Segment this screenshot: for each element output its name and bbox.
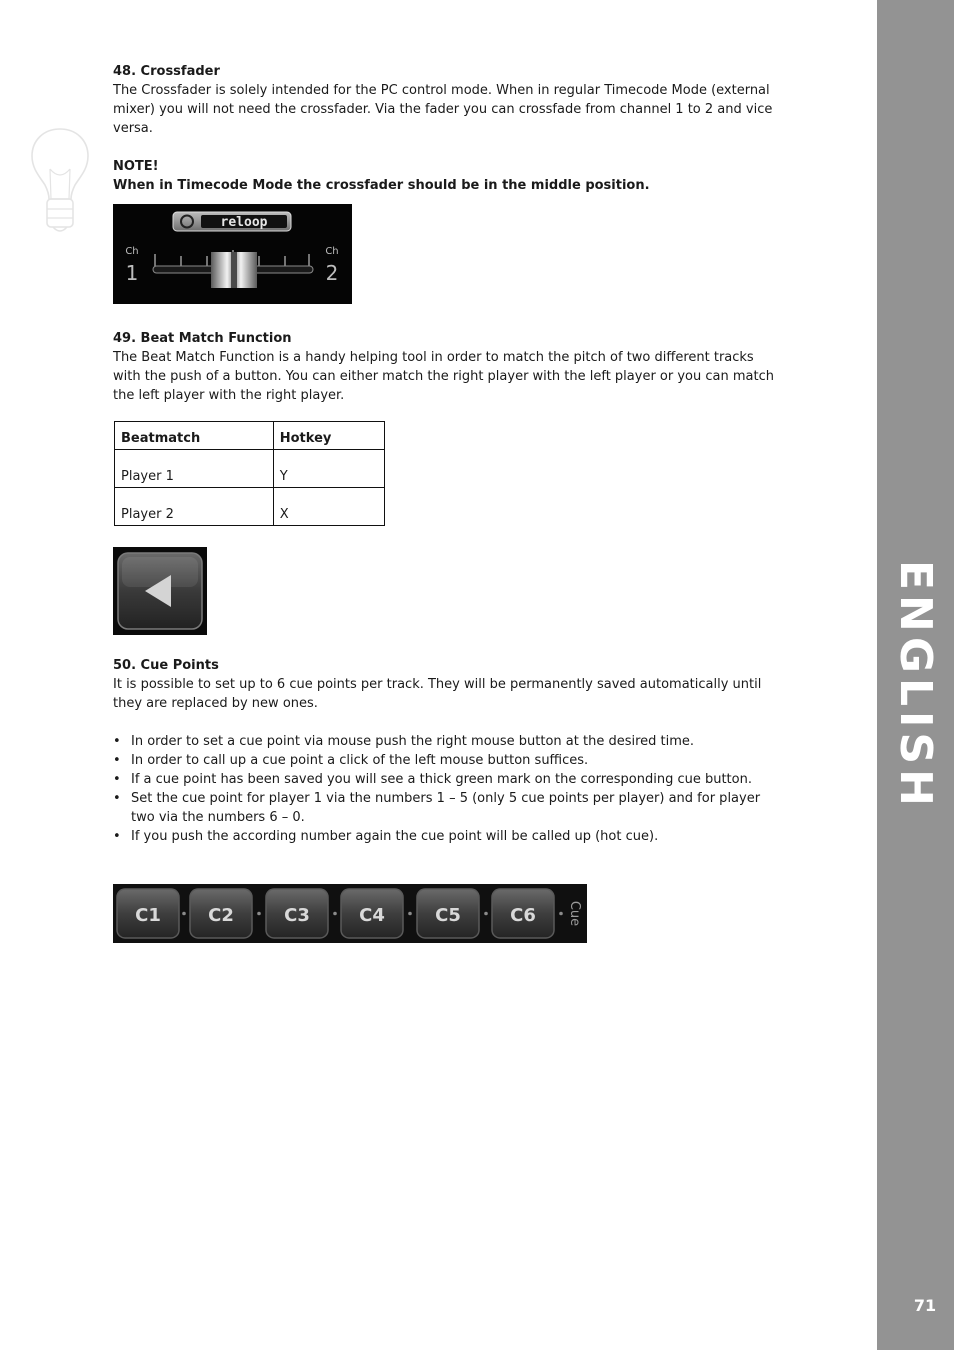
table-header-row: [115, 422, 385, 450]
channel-1-number: 1: [125, 261, 139, 285]
section-heading-crossfader: 48. Crossfader: [113, 64, 220, 79]
cue-button-c3: [266, 889, 328, 938]
channel-2-label: Ch: [325, 246, 339, 257]
cue-button-label: C1: [135, 905, 161, 926]
cue-button-label: C4: [359, 905, 385, 926]
lightbulb-icon: [28, 125, 92, 235]
list-item: • In order to set a cue point via mouse push the right mouse button at the desired time.: [113, 732, 775, 751]
beatmatch-table: [114, 421, 385, 526]
cuepoints-body: It is possible to set up to 6 cue points per track. They will be permanently saved automatically until they are replaced by new ones.: [113, 677, 762, 711]
cue-buttons-image: [113, 884, 587, 943]
table-cell: X: [273, 488, 384, 526]
table-cell: Player 1: [115, 450, 274, 488]
channel-2-number: 2: [325, 261, 339, 285]
table-row: [115, 488, 385, 526]
section-heading-beatmatch: 49. Beat Match Function: [113, 331, 292, 346]
page-number: 71: [913, 1296, 937, 1315]
cue-button-label: C3: [284, 905, 310, 926]
cue-button-label: C6: [510, 905, 536, 926]
cuepoints-bullet-list: [113, 732, 775, 846]
crossfader-body: The Crossfader is solely intended for the PC control mode. When in regular Timecode Mode (external mixer) you will not need the crossfader. Via the fader you can crossfade from channel 1 to 2 and vice versa.: [113, 83, 773, 136]
table-header-cell: Beatmatch: [115, 422, 274, 450]
language-label: ENGLISH: [890, 560, 941, 811]
table-cell: Y: [273, 450, 384, 488]
cue-button-c6: [492, 889, 554, 938]
cue-side-label: Cue: [567, 900, 582, 927]
list-item: • In order to call up a cue point a click of the left mouse button suffices.: [113, 751, 775, 770]
section-heading-cuepoints: 50. Cue Points: [113, 658, 219, 673]
cue-button-c4: [341, 889, 403, 938]
cue-button-c5: [417, 889, 479, 938]
cue-button-c2: [190, 889, 252, 938]
note-label: NOTE!: [113, 159, 159, 174]
cue-button-c1: [117, 889, 179, 938]
list-item: • Set the cue point for player 1 via the numbers 1 – 5 (only 5 cue points per player) and for player two via the numbers 6 – 0.: [113, 789, 775, 827]
table-cell: Player 2: [115, 488, 274, 526]
table-header-cell: Hotkey: [273, 422, 384, 450]
beatmatch-body: The Beat Match Function is a handy helping tool in order to match the pitch of two different tracks with the push of a button. You can either match the right player with the left player or you can match the left player with the right player.: [113, 350, 774, 403]
note-text: When in Timecode Mode the crossfader should be in the middle position.: [113, 178, 650, 193]
crossfader-image: [113, 204, 352, 304]
list-item: • If a cue point has been saved you will see a thick green mark on the corresponding cue button.: [113, 770, 775, 789]
list-item: • If you push the according number again the cue point will be called up (hot cue).: [113, 827, 775, 846]
channel-1-label: Ch: [125, 246, 139, 257]
cue-button-label: C2: [208, 905, 234, 926]
beatmatch-button-image: [113, 547, 207, 635]
table-row: [115, 450, 385, 488]
cue-button-label: C5: [435, 905, 461, 926]
reloop-logo: reloop: [220, 215, 268, 230]
